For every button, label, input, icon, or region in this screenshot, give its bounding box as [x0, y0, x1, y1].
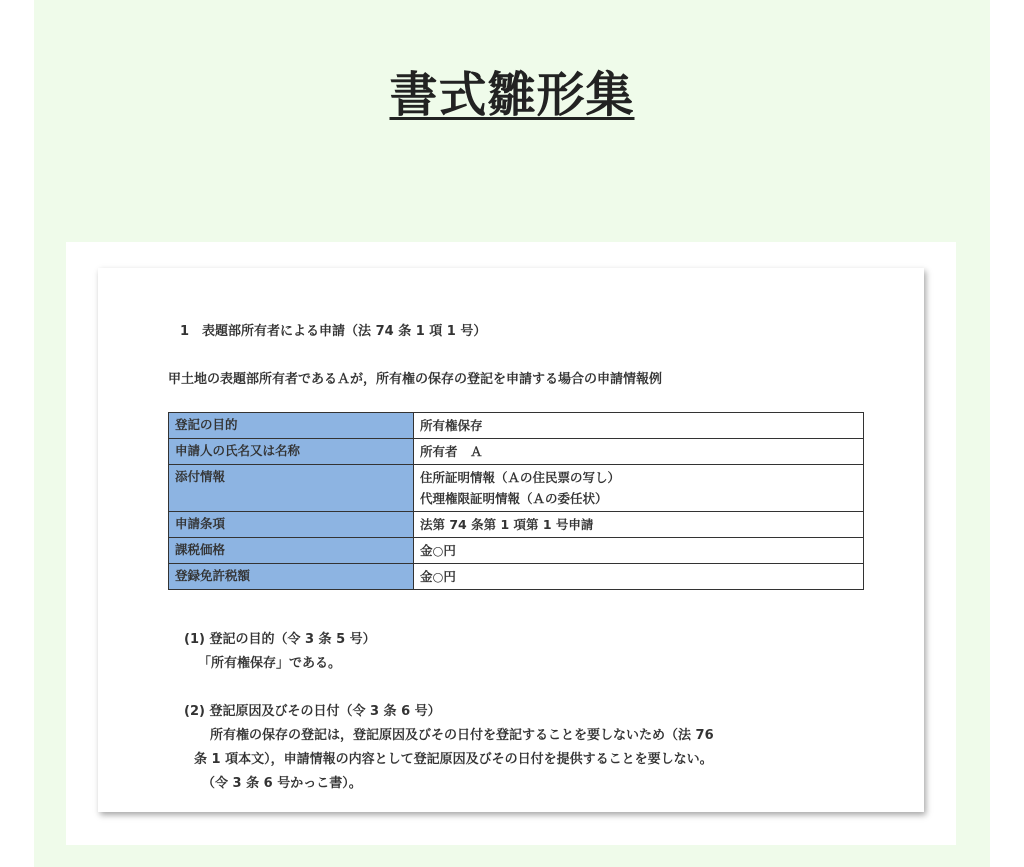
- row-value: [414, 538, 864, 564]
- table-row: [169, 512, 864, 538]
- page-title: 書式雛形集: [389, 67, 635, 123]
- table-row: [169, 465, 864, 512]
- row-value: [414, 465, 864, 512]
- intro-text: 甲土地の表題部所有者であるＡが，所有権の保存の登記を申請する場合の申請情報例: [168, 372, 663, 387]
- note-1-body: 「所有権保存」である。: [198, 656, 342, 671]
- value-line: 金○円: [420, 569, 456, 584]
- table-row: [169, 564, 864, 590]
- table-row: [169, 413, 864, 439]
- note-2-title: (2) 登記原因及びその日付（令 3 条 6 号）: [184, 704, 441, 719]
- row-value: [414, 439, 864, 465]
- row-label: 添付情報: [169, 465, 414, 512]
- section-heading: 1 表題部所有者による申請（法 74 条 1 項 1 号）: [180, 324, 487, 339]
- row-value: [414, 512, 864, 538]
- value-line: 法第 74 条第 1 項第 1 号申請: [420, 517, 594, 532]
- document-page: [98, 268, 924, 812]
- row-value: [414, 564, 864, 590]
- value-line: 所有権保存: [420, 418, 483, 433]
- value-line: 所有者 Ａ: [420, 444, 483, 459]
- note-2-line-2: 条 1 項本文），申請情報の内容として登記原因及びその日付を提供することを要しない。: [194, 752, 713, 767]
- table-row: [169, 439, 864, 465]
- value-line: 金○円: [420, 543, 456, 558]
- content-panel: [34, 0, 990, 867]
- note-2-line-1: 所有権の保存の登記は，登記原因及びその日付を登記することを要しないため（法 76: [210, 728, 714, 743]
- row-label: 申請人の氏名又は名称: [169, 439, 414, 465]
- table-row: [169, 538, 864, 564]
- row-value: [414, 413, 864, 439]
- document-image-frame: [66, 242, 956, 845]
- note-2-line-3: （令 3 条 6 号かっこ書）。: [202, 776, 362, 791]
- value-line: 代理権限証明情報（Ａの委任状）: [420, 491, 608, 506]
- value-line: 住所証明情報（Ａの住民票の写し）: [420, 470, 621, 485]
- row-label: 登記の目的: [169, 413, 414, 439]
- row-label: 登録免許税額: [169, 564, 414, 590]
- note-1-title: (1) 登記の目的（令 3 条 5 号）: [184, 632, 376, 647]
- application-info-table: [168, 412, 864, 590]
- row-label: 申請条項: [169, 512, 414, 538]
- row-label: 課税価格: [169, 538, 414, 564]
